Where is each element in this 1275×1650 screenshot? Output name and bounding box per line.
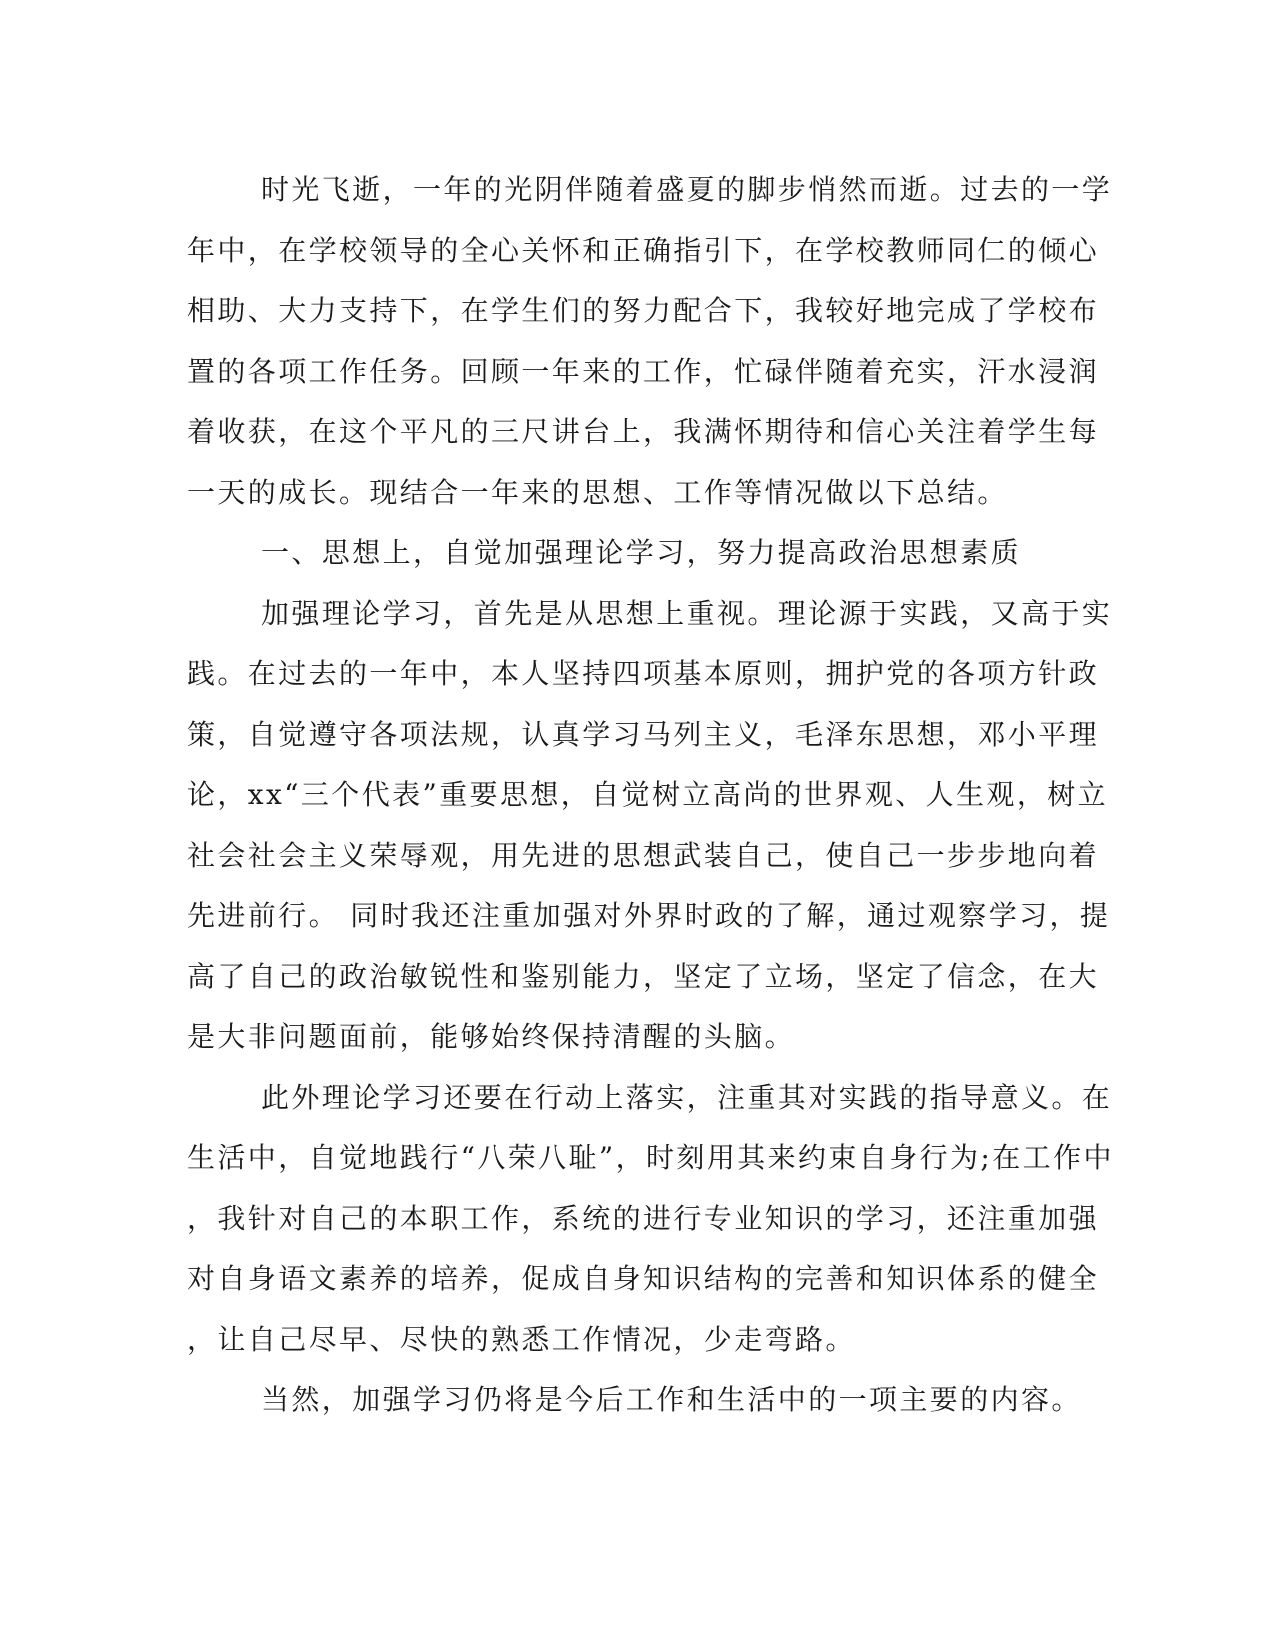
- paragraph-line: 相助、大力支持下，在学生们的努力配合下，我较好地完成了学校布: [187, 294, 1100, 327]
- paragraph-conclusion: [187, 1370, 1082, 1431]
- document-body: [187, 160, 1114, 1431]
- paragraph-line: ，我针对自己的本职工作，系统的进行专业知识的学习，还注重加强: [187, 1201, 1100, 1235]
- section-heading-line: 一、思想上，自觉加强理论学习，努力提高政治思想素质: [261, 536, 1022, 569]
- paragraph-line: 是大非问题面前，能够始终保持清醒的头脑。: [187, 1020, 796, 1053]
- paragraph-line: 高了自己的政治敏锐性和鉴别能力，坚定了立场，坚定了信念，在大: [187, 959, 1100, 993]
- paragraph-line: 先进前行。 同时我还注重加强对外界时政的了解，通过观察学习，提: [187, 899, 1111, 932]
- paragraph-line: 置的各项工作任务。回顾一年来的工作，忙碌伴随着充实，汗水浸润: [187, 354, 1100, 388]
- paragraph-line: 生活中，自觉地践行“八荣八耻”，时刻用其来约束自身行为;在工作中: [187, 1141, 1114, 1174]
- paragraph-line: 社会社会主义荣辱观，用先进的思想武装自己，使自己一步步地向着: [187, 838, 1100, 872]
- paragraph-line: 时光飞逝，一年的光阴伴随着盛夏的脚步悄然而逝。过去的一学: [261, 173, 1113, 206]
- paragraph-line: 当然，加强学习仍将是今后工作和生活中的一项主要的内容。: [261, 1383, 1082, 1416]
- paragraph-line: 年中，在学校领导的全心关怀和正确指引下，在学校教师同仁的倾心: [187, 233, 1100, 267]
- paragraph-line: 一天的成长。现结合一年来的思想、工作等情况做以下总结。: [187, 475, 1008, 509]
- paragraph-line: 此外理论学习还要在行动上落实，注重其对实践的指导意义。在: [261, 1080, 1113, 1114]
- paragraph-line: 着收获，在这个平凡的三尺讲台上，我满怀期待和信心关注着学生每: [187, 415, 1100, 448]
- paragraph-line: 加强理论学习，首先是从思想上重视。理论源于实践，又高于实: [261, 596, 1113, 630]
- paragraph-line: 践。在过去的一年中，本人坚持四项基本原则，拥护党的各项方针政: [187, 657, 1100, 690]
- section-heading: [187, 523, 1067, 584]
- paragraph-line: ，让自己尽早、尽快的熟悉工作情况，少走弯路。: [187, 1322, 856, 1356]
- paragraph-intro: [187, 160, 1113, 523]
- paragraph-line: 策，自觉遵守各项法规，认真学习马列主义，毛泽东思想，邓小平理: [187, 717, 1100, 751]
- paragraph-practice: [187, 1068, 1114, 1371]
- paragraph-line: 论，xx“三个代表”重要思想，自觉树立高尚的世界观、人生观，树立: [187, 778, 1109, 811]
- paragraph-line: 对自身语文素养的培养，促成自身知识结构的完善和知识体系的健全: [187, 1262, 1100, 1295]
- paragraph-theory-study: [187, 584, 1113, 1068]
